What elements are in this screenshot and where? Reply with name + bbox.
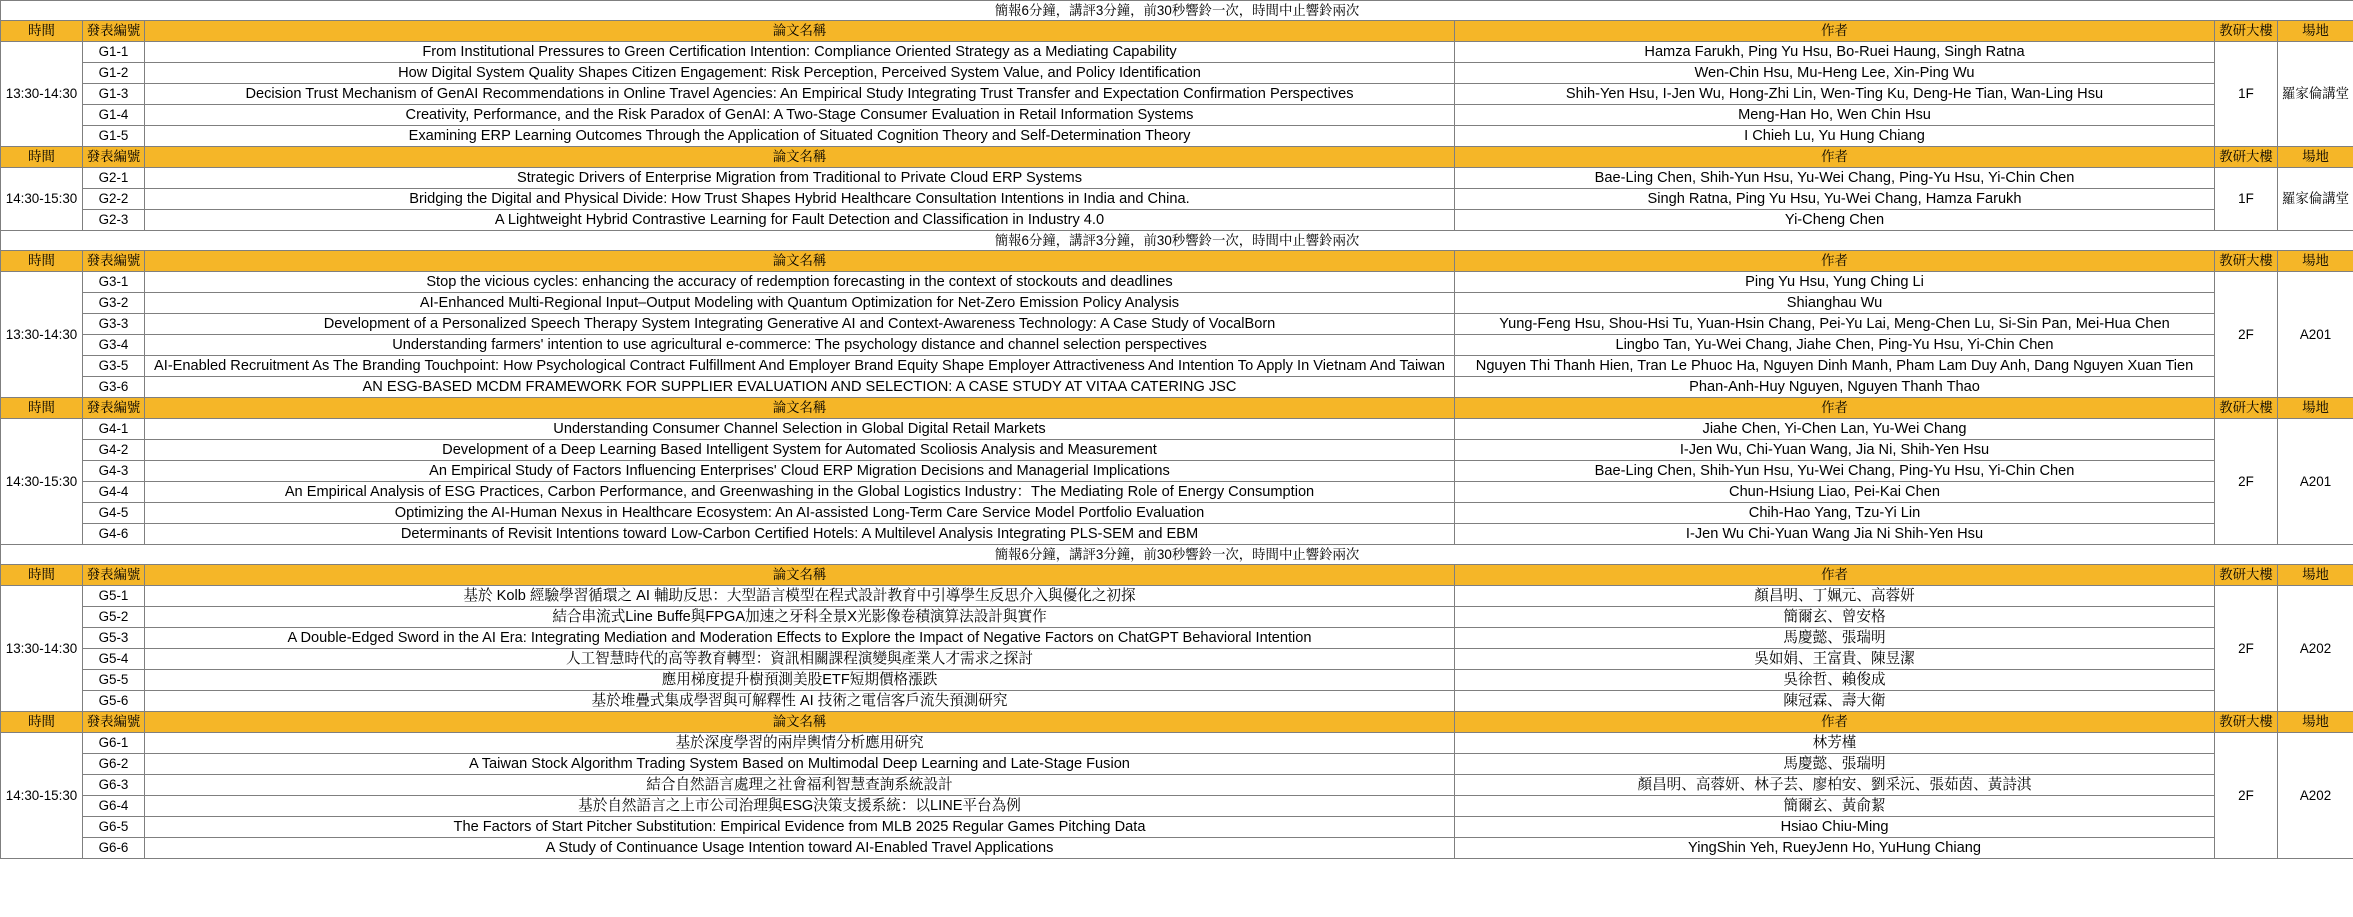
paper-code: G3-6: [83, 377, 145, 398]
paper-code: G3-3: [83, 314, 145, 335]
paper-authors: Yung-Feng Hsu, Shou-Hsi Tu, Yuan-Hsin Chang, Pei-Yu Lai, Meng-Chen Lu, Si-Sin Pan, Mei-Hua Chen: [1455, 314, 2215, 335]
paper-title: AI-Enhanced Multi-Regional Input–Output Modeling with Quantum Optimization for Net-Zero Emission Policy Analysis: [145, 293, 1455, 314]
session-floor: 1F: [2215, 168, 2278, 231]
paper-authors: Hsiao Chiu-Ming: [1455, 817, 2215, 838]
paper-code: G1-3: [83, 84, 145, 105]
header-time: 時間: [1, 712, 83, 733]
paper-code: G1-4: [83, 105, 145, 126]
paper-row: [1, 670, 2353, 691]
session-header-row: [1, 21, 2353, 42]
header-code: 發表編號: [83, 565, 145, 586]
paper-title: An Empirical Study of Factors Influencing Enterprises' Cloud ERP Migration Decisions and Managerial Implications: [145, 461, 1455, 482]
header-time: 時間: [1, 21, 83, 42]
paper-code: G5-5: [83, 670, 145, 691]
paper-code: G6-4: [83, 796, 145, 817]
session-floor: 2F: [2215, 733, 2278, 859]
header-floor: 教研大樓: [2215, 712, 2278, 733]
paper-title: 基於 Kolb 經驗學習循環之 AI 輔助反思：大型語言模型在程式設計教育中引導學生反思介入與優化之初探: [145, 586, 1455, 607]
paper-title: 基於自然語言之上市公司治理與ESG決策支援系統：以LINE平台為例: [145, 796, 1455, 817]
paper-title: Development of a Deep Learning Based Intelligent System for Automated Scoliosis Analysis and Measurement: [145, 440, 1455, 461]
paper-code: G5-1: [83, 586, 145, 607]
paper-title: Understanding farmers' intention to use agricultural e-commerce: The psychology distance and channel selection perspectives: [145, 335, 1455, 356]
paper-authors: YingShin Yeh, RueyJenn Ho, YuHung Chiang: [1455, 838, 2215, 859]
header-author: 作者: [1455, 712, 2215, 733]
schedule-body: [1, 1, 2353, 859]
paper-authors: Phan-Anh-Huy Nguyen, Nguyen Thanh Thao: [1455, 377, 2215, 398]
paper-title: 結合自然語言處理之社會福利智慧查詢系統設計: [145, 775, 1455, 796]
session-venue: A202: [2278, 586, 2353, 712]
paper-row: [1, 733, 2353, 754]
paper-row: [1, 272, 2353, 293]
paper-authors: 顏昌明、高蓉妍、林子芸、廖柏安、劉采沅、張茹茵、黃詩淇: [1455, 775, 2215, 796]
session-floor: 2F: [2215, 419, 2278, 545]
paper-authors: Meng-Han Ho, Wen Chin Hsu: [1455, 105, 2215, 126]
timing-notice-row: [1, 1, 2353, 21]
header-title: 論文名稱: [145, 21, 1455, 42]
paper-row: [1, 314, 2353, 335]
paper-row: [1, 586, 2353, 607]
paper-code: G1-2: [83, 63, 145, 84]
paper-code: G5-3: [83, 628, 145, 649]
session-time: 14:30-15:30: [1, 168, 83, 231]
paper-title: Development of a Personalized Speech Therapy System Integrating Generative AI and Context-Awareness Technology: A Case Study of VocalBorn: [145, 314, 1455, 335]
paper-code: G6-5: [83, 817, 145, 838]
paper-code: G3-4: [83, 335, 145, 356]
paper-title: Decision Trust Mechanism of GenAI Recommendations in Online Travel Agencies: An Empirical Study Integrating Trust Transfer and Expectation Confirmation Perspectives: [145, 84, 1455, 105]
paper-code: G2-3: [83, 210, 145, 231]
paper-title: How Digital System Quality Shapes Citizen Engagement: Risk Perception, Perceived System Value, and Policy Identification: [145, 63, 1455, 84]
paper-title: Strategic Drivers of Enterprise Migration from Traditional to Private Cloud ERP Systems: [145, 168, 1455, 189]
paper-authors: 吳徐哲、賴俊成: [1455, 670, 2215, 691]
header-venue: 場地: [2278, 712, 2353, 733]
paper-authors: Wen-Chin Hsu, Mu-Heng Lee, Xin-Ping Wu: [1455, 63, 2215, 84]
paper-row: [1, 754, 2353, 775]
paper-row: [1, 482, 2353, 503]
timing-notice: 簡報6分鐘，講評3分鐘，前30秒響鈴一次，時間中止響鈴兩次: [1, 1, 2353, 21]
paper-code: G4-2: [83, 440, 145, 461]
paper-row: [1, 63, 2353, 84]
paper-title: An Empirical Analysis of ESG Practices, Carbon Performance, and Greenwashing in the Global Logistics Industry：The Mediating Role of Energy Consumption: [145, 482, 1455, 503]
paper-authors: Shih-Yen Hsu, I-Jen Wu, Hong-Zhi Lin, Wen-Ting Ku, Deng-He Tian, Wan-Ling Hsu: [1455, 84, 2215, 105]
session-floor: 2F: [2215, 586, 2278, 712]
header-author: 作者: [1455, 398, 2215, 419]
paper-row: [1, 691, 2353, 712]
paper-title: Bridging the Digital and Physical Divide: How Trust Shapes Hybrid Healthcare Consultation Intentions in India and China.: [145, 189, 1455, 210]
header-time: 時間: [1, 398, 83, 419]
paper-code: G5-2: [83, 607, 145, 628]
header-time: 時間: [1, 565, 83, 586]
paper-row: [1, 607, 2353, 628]
paper-code: G2-2: [83, 189, 145, 210]
paper-row: [1, 42, 2353, 63]
paper-authors: Singh Ratna, Ping Yu Hsu, Yu-Wei Chang, Hamza Farukh: [1455, 189, 2215, 210]
paper-authors: Hamza Farukh, Ping Yu Hsu, Bo-Ruei Haung, Singh Ratna: [1455, 42, 2215, 63]
paper-title: 人工智慧時代的高等教育轉型：資訊相關課程演變與產業人才需求之探討: [145, 649, 1455, 670]
header-floor: 教研大樓: [2215, 21, 2278, 42]
paper-authors: 陳冠霖、壽大衛: [1455, 691, 2215, 712]
timing-notice-row: [1, 231, 2353, 251]
session-header-row: [1, 712, 2353, 733]
header-venue: 場地: [2278, 21, 2353, 42]
paper-code: G1-5: [83, 126, 145, 147]
paper-title: A Study of Continuance Usage Intention toward AI-Enabled Travel Applications: [145, 838, 1455, 859]
paper-title: 基於堆疊式集成學習與可解釋性 AI 技術之電信客戶流失預測研究: [145, 691, 1455, 712]
paper-title: A Lightweight Hybrid Contrastive Learning for Fault Detection and Classification in Industry 4.0: [145, 210, 1455, 231]
paper-authors: 顏昌明、丁姵元、高蓉妍: [1455, 586, 2215, 607]
session-time: 14:30-15:30: [1, 419, 83, 545]
paper-row: [1, 377, 2353, 398]
header-author: 作者: [1455, 21, 2215, 42]
paper-title: Optimizing the AI-Human Nexus in Healthcare Ecosystem: An AI-assisted Long-Term Care Service Model Portfolio Evaluation: [145, 503, 1455, 524]
paper-code: G6-3: [83, 775, 145, 796]
paper-authors: 簡爾玄、黃俞絜: [1455, 796, 2215, 817]
paper-code: G6-2: [83, 754, 145, 775]
paper-row: [1, 440, 2353, 461]
paper-authors: Jiahe Chen, Yi-Chen Lan, Yu-Wei Chang: [1455, 419, 2215, 440]
session-header-row: [1, 251, 2353, 272]
header-code: 發表編號: [83, 147, 145, 168]
paper-title: AN ESG-BASED MCDM FRAMEWORK FOR SUPPLIER EVALUATION AND SELECTION: A CASE STUDY AT VITAA CATERING JSC: [145, 377, 1455, 398]
paper-code: G4-1: [83, 419, 145, 440]
paper-row: [1, 817, 2353, 838]
paper-row: [1, 210, 2353, 231]
paper-code: G3-1: [83, 272, 145, 293]
header-venue: 場地: [2278, 251, 2353, 272]
paper-authors: Nguyen Thi Thanh Hien, Tran Le Phuoc Ha, Nguyen Dinh Manh, Pham Lam Duy Anh, Dang Nguyen Xuan Tien: [1455, 356, 2215, 377]
paper-code: G4-3: [83, 461, 145, 482]
session-header-row: [1, 147, 2353, 168]
paper-authors: Yi-Cheng Chen: [1455, 210, 2215, 231]
header-title: 論文名稱: [145, 251, 1455, 272]
paper-row: [1, 168, 2353, 189]
session-venue: A201: [2278, 272, 2353, 398]
paper-authors: I Chieh Lu, Yu Hung Chiang: [1455, 126, 2215, 147]
paper-authors: Chun-Hsiung Liao, Pei-Kai Chen: [1455, 482, 2215, 503]
header-floor: 教研大樓: [2215, 251, 2278, 272]
header-author: 作者: [1455, 565, 2215, 586]
header-title: 論文名稱: [145, 147, 1455, 168]
paper-code: G1-1: [83, 42, 145, 63]
timing-notice: 簡報6分鐘，講評3分鐘，前30秒響鈴一次，時間中止響鈴兩次: [1, 545, 2353, 565]
paper-row: [1, 105, 2353, 126]
paper-code: G3-5: [83, 356, 145, 377]
paper-authors: 簡爾玄、曾安格: [1455, 607, 2215, 628]
paper-title: A Taiwan Stock Algorithm Trading System Based on Multimodal Deep Learning and Late-Stage Fusion: [145, 754, 1455, 775]
paper-authors: 馬慶懿、張瑞明: [1455, 628, 2215, 649]
paper-authors: I-Jen Wu, Chi-Yuan Wang, Jia Ni, Shih-Yen Hsu: [1455, 440, 2215, 461]
paper-authors: 林芳槿: [1455, 733, 2215, 754]
paper-title: 結合串流式Line Buffe與FPGA加速之牙科全景X光影像卷積演算法設計與實作: [145, 607, 1455, 628]
header-title: 論文名稱: [145, 398, 1455, 419]
header-floor: 教研大樓: [2215, 565, 2278, 586]
paper-title: AI-Enabled Recruitment As The Branding Touchpoint: How Psychological Contract Fulfillment And Employer Brand Equity Shape Employer Attractiveness And Intention To Apply In Vietnam And Taiwan: [145, 356, 1455, 377]
paper-code: G3-2: [83, 293, 145, 314]
header-venue: 場地: [2278, 398, 2353, 419]
paper-title: Examining ERP Learning Outcomes Through the Application of Situated Cognition Theory and Self-Determination Theory: [145, 126, 1455, 147]
session-time: 13:30-14:30: [1, 42, 83, 147]
header-venue: 場地: [2278, 565, 2353, 586]
paper-authors: Shianghau Wu: [1455, 293, 2215, 314]
paper-row: [1, 189, 2353, 210]
header-time: 時間: [1, 147, 83, 168]
paper-title: Stop the vicious cycles: enhancing the accuracy of redemption forecasting in the context of stockouts and deadlines: [145, 272, 1455, 293]
paper-authors: I-Jen Wu Chi-Yuan Wang Jia Ni Shih-Yen Hsu: [1455, 524, 2215, 545]
paper-code: G5-6: [83, 691, 145, 712]
paper-authors: Bae-Ling Chen, Shih-Yun Hsu, Yu-Wei Chang, Ping-Yu Hsu, Yi-Chin Chen: [1455, 168, 2215, 189]
paper-code: G4-5: [83, 503, 145, 524]
session-header-row: [1, 398, 2353, 419]
session-header-row: [1, 565, 2353, 586]
header-time: 時間: [1, 251, 83, 272]
session-venue: 羅家倫講堂: [2278, 168, 2353, 231]
header-author: 作者: [1455, 147, 2215, 168]
paper-row: [1, 649, 2353, 670]
header-venue: 場地: [2278, 147, 2353, 168]
paper-row: [1, 628, 2353, 649]
paper-row: [1, 126, 2353, 147]
session-venue: A201: [2278, 419, 2353, 545]
paper-title: 應用梯度提升樹預測美股ETF短期價格漲跌: [145, 670, 1455, 691]
paper-code: G6-1: [83, 733, 145, 754]
header-title: 論文名稱: [145, 712, 1455, 733]
paper-row: [1, 293, 2353, 314]
header-title: 論文名稱: [145, 565, 1455, 586]
timing-notice: 簡報6分鐘，講評3分鐘，前30秒響鈴一次，時間中止響鈴兩次: [1, 231, 2353, 251]
paper-authors: Bae-Ling Chen, Shih-Yun Hsu, Yu-Wei Chang, Ping-Yu Hsu, Yi-Chin Chen: [1455, 461, 2215, 482]
session-venue: 羅家倫講堂: [2278, 42, 2353, 147]
paper-code: G6-6: [83, 838, 145, 859]
paper-code: G5-4: [83, 649, 145, 670]
paper-row: [1, 524, 2353, 545]
session-time: 14:30-15:30: [1, 733, 83, 859]
paper-authors: Chih-Hao Yang, Tzu-Yi Lin: [1455, 503, 2215, 524]
paper-row: [1, 838, 2353, 859]
paper-authors: Lingbo Tan, Yu-Wei Chang, Jiahe Chen, Ping-Yu Hsu, Yi-Chin Chen: [1455, 335, 2215, 356]
session-time: 13:30-14:30: [1, 272, 83, 398]
paper-authors: Ping Yu Hsu, Yung Ching Li: [1455, 272, 2215, 293]
header-floor: 教研大樓: [2215, 147, 2278, 168]
paper-row: [1, 335, 2353, 356]
timing-notice-row: [1, 545, 2353, 565]
paper-code: G4-6: [83, 524, 145, 545]
paper-code: G4-4: [83, 482, 145, 503]
paper-code: G2-1: [83, 168, 145, 189]
paper-title: Creativity, Performance, and the Risk Paradox of GenAI: A Two-Stage Consumer Evaluation in Retail Information Systems: [145, 105, 1455, 126]
paper-title: Determinants of Revisit Intentions toward Low-Carbon Certified Hotels: A Multilevel Analysis Integrating PLS-SEM and EBM: [145, 524, 1455, 545]
paper-title: 基於深度學習的兩岸輿情分析應用研究: [145, 733, 1455, 754]
header-code: 發表編號: [83, 712, 145, 733]
paper-row: [1, 775, 2353, 796]
paper-authors: 馬慶懿、張瑞明: [1455, 754, 2215, 775]
paper-row: [1, 461, 2353, 482]
paper-row: [1, 503, 2353, 524]
paper-row: [1, 356, 2353, 377]
paper-row: [1, 419, 2353, 440]
header-floor: 教研大樓: [2215, 398, 2278, 419]
paper-authors: 吳如娟、王富貴、陳昱潔: [1455, 649, 2215, 670]
header-code: 發表編號: [83, 251, 145, 272]
header-code: 發表編號: [83, 21, 145, 42]
session-floor: 1F: [2215, 42, 2278, 147]
paper-title: Understanding Consumer Channel Selection in Global Digital Retail Markets: [145, 419, 1455, 440]
session-venue: A202: [2278, 733, 2353, 859]
header-author: 作者: [1455, 251, 2215, 272]
paper-title: From Institutional Pressures to Green Certification Intention: Compliance Oriented Strategy as a Mediating Capability: [145, 42, 1455, 63]
paper-row: [1, 84, 2353, 105]
paper-title: A Double-Edged Sword in the AI Era: Integrating Mediation and Moderation Effects to Explore the Impact of Negative Factors on ChatGPT Behavioral Intention: [145, 628, 1455, 649]
header-code: 發表編號: [83, 398, 145, 419]
paper-row: [1, 796, 2353, 817]
paper-title: The Factors of Start Pitcher Substitution: Empirical Evidence from MLB 2025 Regular Games Pitching Data: [145, 817, 1455, 838]
session-time: 13:30-14:30: [1, 586, 83, 712]
session-floor: 2F: [2215, 272, 2278, 398]
